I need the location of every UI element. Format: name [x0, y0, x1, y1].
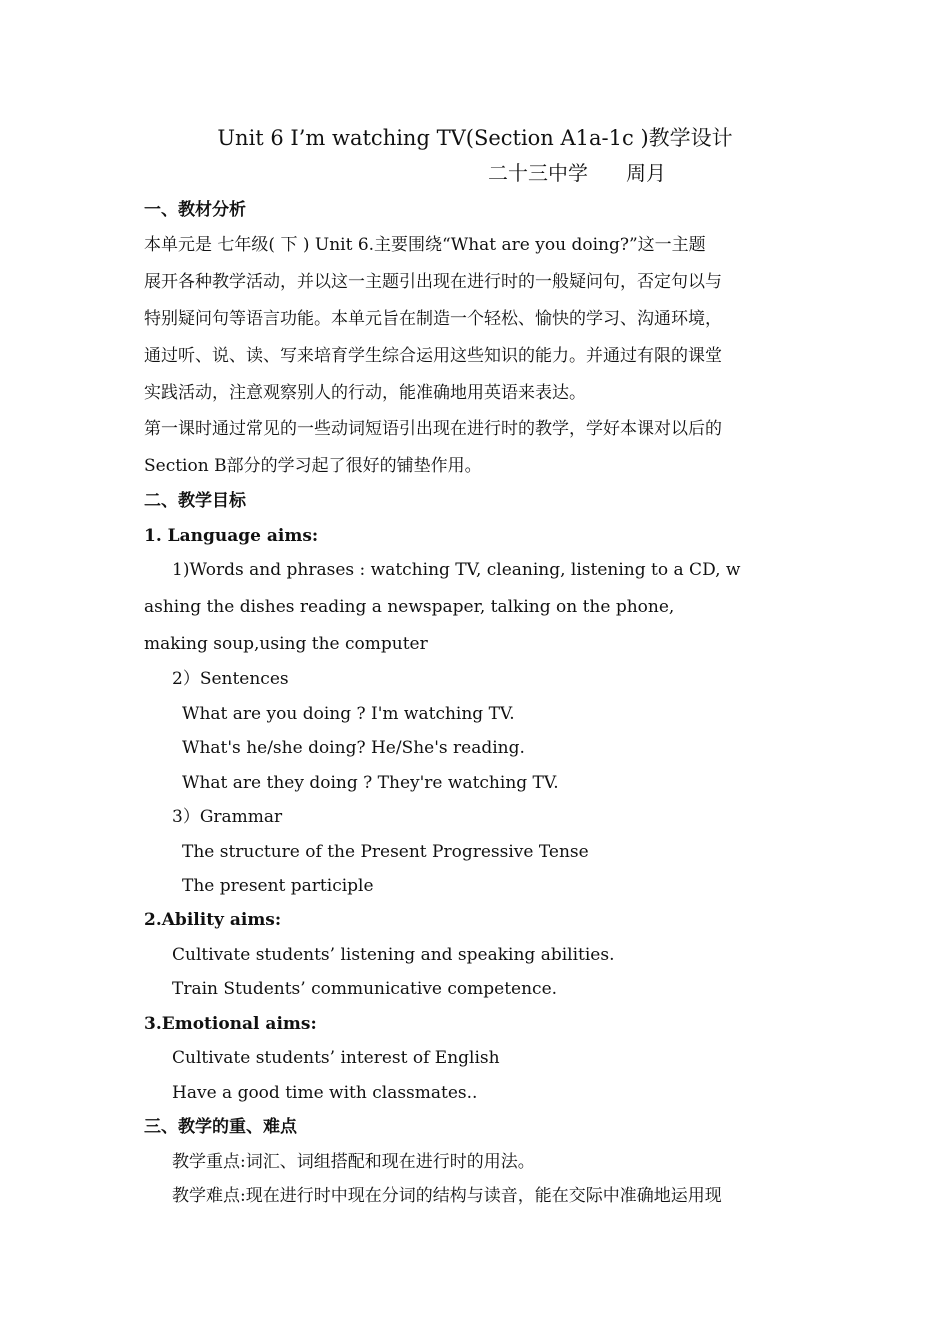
author-line — [488, 160, 666, 186]
words-line: ashing the dishes reading a newspaper, talking on the phone, — [144, 597, 675, 617]
sentence-line: What's he/she doing? He/She's reading. — [182, 738, 525, 758]
grammar-line: The structure of the Present Progressive Tense — [182, 842, 589, 862]
grammar-heading: 3）Grammar — [172, 807, 283, 827]
ability-aims-heading: 2.Ability aims: — [144, 910, 282, 930]
ability-line: Train Students’ communicative competence. — [172, 979, 558, 999]
analysis-line: 展开各种教学活动，并以这一主题引出现在进行时的一般疑问句，否定句以与 — [144, 272, 722, 292]
words-line: making soup,using the computer — [144, 634, 428, 654]
analysis-line: 特别疑问句等语言功能。本单元旨在制造一个轻松、愉快的学习、沟通环境， — [144, 309, 722, 329]
key-point-line: 教学重点:词汇、词组搭配和现在进行时的用法。 — [172, 1152, 535, 1172]
ability-line: Cultivate students’ listening and speaking abilities. — [172, 945, 615, 965]
emotional-aims-heading: 3.Emotional aims: — [144, 1014, 317, 1034]
document-title: Unit 6 I’m watching TV(Section A1a-1c )教学设计 — [217, 126, 733, 150]
analysis-line: 本单元是 七年级( 下 ) Unit 6.主要围绕“What are you doing?”这一主题 — [144, 235, 706, 255]
words-line: 1)Words and phrases : watching TV, cleaning, listening to a CD, w — [172, 560, 741, 580]
section-heading-objectives: 二、教学目标 — [144, 491, 246, 511]
emotional-line: Cultivate students’ interest of English — [172, 1048, 500, 1068]
sentence-line: What are they doing ? They're watching TV. — [182, 773, 559, 793]
sentences-heading: 2）Sentences — [172, 669, 289, 689]
section-heading-key-points: 三、教学的重、难点 — [144, 1117, 297, 1137]
analysis-line: 实践活动，注意观察别人的行动，能准确地用英语来表达。 — [144, 383, 586, 403]
analysis-line: 通过听、说、读、写来培育学生综合运用这些知识的能力。并通过有限的课堂 — [144, 346, 722, 366]
analysis-line: 第一课时通过常见的一些动词短语引出现在进行时的教学，学好本课对以后的 — [144, 419, 722, 439]
analysis-line: Section B部分的学习起了很好的铺垫作用。 — [144, 456, 482, 476]
author-name: 周月 — [626, 161, 666, 185]
grammar-line: The present participle — [182, 876, 374, 896]
language-aims-heading: 1. Language aims: — [144, 526, 319, 546]
difficult-point-line: 教学难点:现在进行时中现在分词的结构与读音，能在交际中准确地运用现 — [172, 1186, 722, 1206]
school-name: 二十三中学 — [488, 161, 588, 185]
sentence-line: What are you doing ? I'm watching TV. — [182, 704, 515, 724]
section-heading-analysis: 一、教材分析 — [144, 200, 246, 220]
emotional-line: Have a good time with classmates.. — [172, 1083, 478, 1103]
